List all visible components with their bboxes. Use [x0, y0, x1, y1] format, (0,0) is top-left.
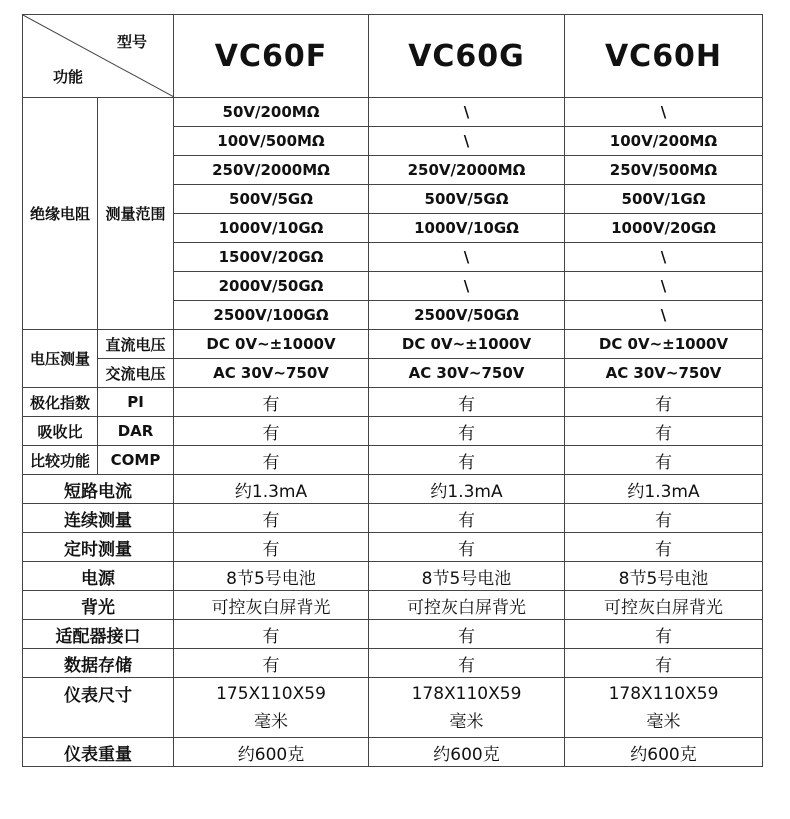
- feature-value: 约1.3mA: [565, 475, 763, 504]
- feature-value: 有: [174, 417, 369, 446]
- range-value: 1000V/10GΩ: [369, 214, 565, 243]
- feature-value: 有: [565, 620, 763, 649]
- size-value: [565, 678, 763, 738]
- size-value: [174, 678, 369, 738]
- feature-value: 有: [369, 417, 565, 446]
- weight-value: 约600克: [565, 738, 763, 767]
- size-dimensions: 178X110X59: [608, 683, 719, 704]
- feature-value: 有: [174, 446, 369, 475]
- range-value: 500V/1GΩ: [565, 185, 763, 214]
- model-vc60h: VC60H: [565, 15, 763, 98]
- table-row: [23, 533, 763, 562]
- feature-label: 电源: [23, 562, 174, 591]
- range-value: 250V/500MΩ: [565, 156, 763, 185]
- diagonal-divider-icon: [23, 15, 174, 97]
- feature-value: 有: [369, 504, 565, 533]
- ac-voltage-label: 交流电压: [98, 359, 174, 388]
- feature-abbr: COMP: [98, 446, 174, 475]
- size-dimensions: 178X110X59: [411, 683, 522, 704]
- feature-value: 有: [369, 446, 565, 475]
- range-value: \: [369, 243, 565, 272]
- weight-value: 约600克: [369, 738, 565, 767]
- size-dimensions: 175X110X59: [216, 683, 326, 704]
- range-value: 250V/2000MΩ: [369, 156, 565, 185]
- range-value: 250V/2000MΩ: [174, 156, 369, 185]
- model-vc60g: VC60G: [369, 15, 565, 98]
- feature-value: 可控灰白屏背光: [369, 591, 565, 620]
- feature-label: 短路电流: [23, 475, 174, 504]
- size-unit: 毫米: [254, 711, 288, 732]
- table-row: [23, 330, 763, 359]
- range-value: 1000V/10GΩ: [174, 214, 369, 243]
- dc-voltage-value: DC 0V~±1000V: [565, 330, 763, 359]
- range-value: \: [369, 272, 565, 301]
- table-row: [23, 446, 763, 475]
- feature-label: 适配器接口: [23, 620, 174, 649]
- feature-label: 连续测量: [23, 504, 174, 533]
- table-row: [23, 678, 763, 738]
- range-value: 2000V/50GΩ: [174, 272, 369, 301]
- table-row: [23, 620, 763, 649]
- range-value: \: [369, 127, 565, 156]
- range-value: 500V/5GΩ: [369, 185, 565, 214]
- feature-abbr: PI: [98, 388, 174, 417]
- feature-value: 8节5号电池: [369, 562, 565, 591]
- feature-value: 有: [565, 388, 763, 417]
- range-value: \: [565, 272, 763, 301]
- weight-label: 仪表重量: [23, 738, 174, 767]
- spec-table: [22, 14, 763, 767]
- size-label-text: 仪表尺寸: [64, 686, 132, 706]
- feature-label: 背光: [23, 591, 174, 620]
- range-value: 100V/200MΩ: [565, 127, 763, 156]
- table-row: [23, 738, 763, 767]
- feature-value: 8节5号电池: [565, 562, 763, 591]
- range-value: 1500V/20GΩ: [174, 243, 369, 272]
- ac-voltage-value: AC 30V~750V: [369, 359, 565, 388]
- range-value: 1000V/20GΩ: [565, 214, 763, 243]
- table-row: [23, 591, 763, 620]
- header-row: [23, 15, 763, 98]
- range-value: 2500V/50GΩ: [369, 301, 565, 330]
- function-label: 功能: [53, 68, 84, 86]
- feature-value: 有: [174, 388, 369, 417]
- feature-value: 8节5号电池: [174, 562, 369, 591]
- range-value: \: [369, 98, 565, 127]
- dc-voltage-value: DC 0V~±1000V: [369, 330, 565, 359]
- size-label: [23, 678, 174, 738]
- feature-label: 极化指数: [23, 388, 98, 417]
- feature-label: 数据存储: [23, 649, 174, 678]
- feature-value: 有: [565, 417, 763, 446]
- table-row: [23, 562, 763, 591]
- feature-value: 有: [369, 388, 565, 417]
- range-value: 50V/200MΩ: [174, 98, 369, 127]
- model-label: 型号: [116, 33, 147, 51]
- insulation-group-label: 绝缘电阻: [23, 98, 98, 330]
- range-value: 100V/500MΩ: [174, 127, 369, 156]
- weight-value: 约600克: [174, 738, 369, 767]
- feature-value: 有: [565, 533, 763, 562]
- feature-value: 有: [369, 620, 565, 649]
- table-row: [23, 359, 763, 388]
- feature-value: 有: [174, 649, 369, 678]
- range-value: 2500V/100GΩ: [174, 301, 369, 330]
- range-value: \: [565, 301, 763, 330]
- feature-label: 比较功能: [23, 446, 98, 475]
- range-value: \: [565, 98, 763, 127]
- feature-value: 有: [174, 533, 369, 562]
- table-row: [23, 417, 763, 446]
- feature-value: 约1.3mA: [369, 475, 565, 504]
- dc-voltage-value: DC 0V~±1000V: [174, 330, 369, 359]
- feature-value: 有: [369, 533, 565, 562]
- table-row: [23, 98, 763, 127]
- header-corner: [23, 15, 174, 98]
- table-row: [23, 504, 763, 533]
- feature-value: 有: [369, 649, 565, 678]
- table-row: [23, 388, 763, 417]
- feature-value: 可控灰白屏背光: [565, 591, 763, 620]
- feature-label: 吸收比: [23, 417, 98, 446]
- feature-value: 可控灰白屏背光: [174, 591, 369, 620]
- feature-label: 定时测量: [23, 533, 174, 562]
- feature-value: 有: [565, 649, 763, 678]
- range-value: \: [565, 243, 763, 272]
- voltage-group-label: 电压测量: [23, 330, 98, 388]
- ac-voltage-value: AC 30V~750V: [174, 359, 369, 388]
- size-unit: 毫米: [646, 711, 681, 732]
- table-row: [23, 475, 763, 504]
- ac-voltage-value: AC 30V~750V: [565, 359, 763, 388]
- range-value: 500V/5GΩ: [174, 185, 369, 214]
- model-vc60f: VC60F: [174, 15, 369, 98]
- dc-voltage-label: 直流电压: [98, 330, 174, 359]
- feature-value: 有: [174, 620, 369, 649]
- feature-value: 有: [565, 446, 763, 475]
- feature-value: 约1.3mA: [174, 475, 369, 504]
- feature-value: 有: [565, 504, 763, 533]
- table-row: [23, 649, 763, 678]
- size-value: [369, 678, 565, 738]
- insulation-range-label: 测量范围: [98, 98, 174, 330]
- feature-value: 有: [174, 504, 369, 533]
- feature-abbr: DAR: [98, 417, 174, 446]
- size-unit: 毫米: [449, 711, 484, 732]
